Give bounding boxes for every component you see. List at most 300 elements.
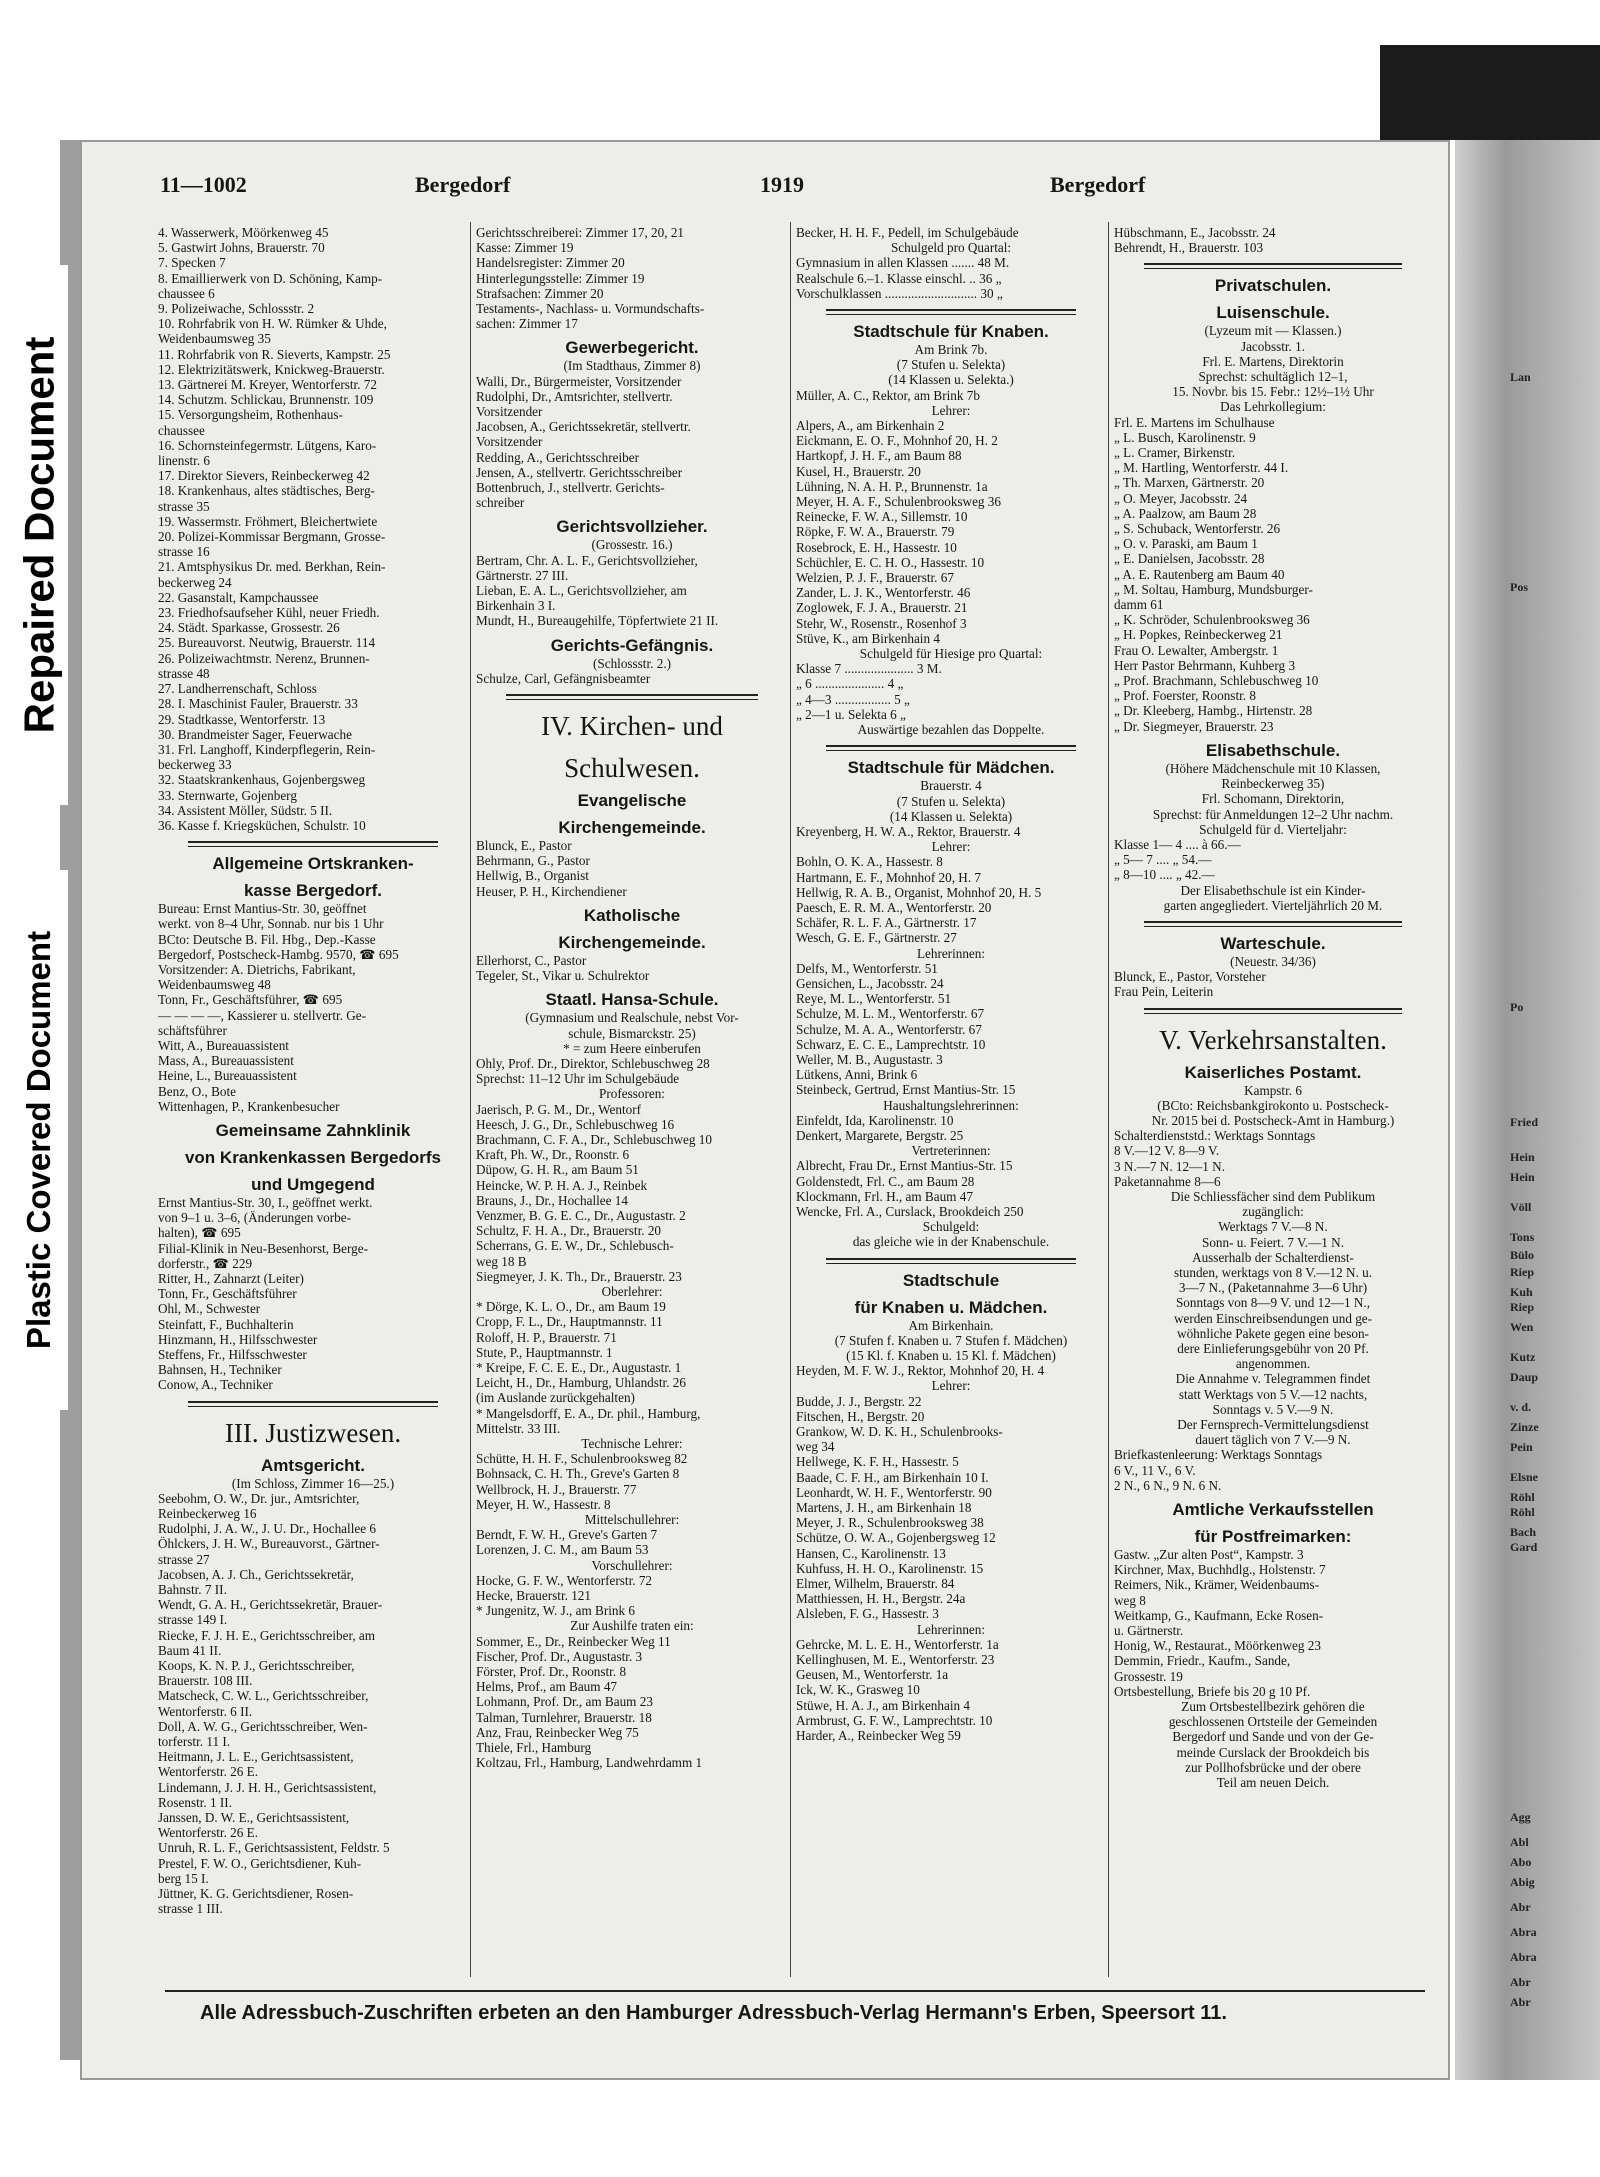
entry-line: Gerichtsschreiberei: Zimmer 17, 20, 21	[476, 225, 685, 240]
entry-line: * Dörge, K. L. O., Dr., am Baum 19	[476, 1299, 666, 1315]
section-heading: Stadtschule für Mädchen.	[847, 758, 1055, 778]
entry-line: Heitmann, J. L. E., Gerichtsassistent,	[158, 1749, 354, 1765]
centered-line: Teil am neuen Deich.	[1216, 1775, 1330, 1791]
entry-line: Lohmann, Prof. Dr., am Baum 23	[476, 1694, 653, 1710]
centered-line: Schulgeld pro Quartal:	[890, 240, 1012, 256]
centered-line: Vorschullehrer:	[591, 1557, 673, 1573]
edge-fragment: Kuh	[1510, 1285, 1533, 1299]
entry-line: Paesch, E. R. M. A., Wentorferstr. 20	[796, 899, 992, 915]
entry-line: Vorsitzender	[476, 434, 543, 450]
entry-line: torferstr. 11 I.	[158, 1734, 231, 1750]
edge-fragment: Tons	[1510, 1230, 1535, 1244]
centered-line: Zum Ortsbestellbezirk gehören die	[1181, 1699, 1365, 1715]
entry-line: Lütkens, Anni, Brink 6	[796, 1067, 918, 1083]
section-rule	[188, 841, 438, 847]
entry-line: Briefkastenleerung: Werktags Sonntags	[1114, 1447, 1323, 1463]
entry-line: Bottenbruch, J., stellvertr. Gerichts-	[476, 480, 665, 496]
entry-line: 21. Amtsphysikus Dr. med. Berkhan, Rein-	[158, 559, 386, 575]
entry-line: Jacobsen, A. J. Ch., Gerichtssekretär,	[158, 1566, 354, 1582]
entry-line: 36. Kasse f. Kriegsküchen, Schulstr. 10	[158, 817, 366, 833]
section-heading: Amtliche Verkaufsstellen	[1172, 1500, 1374, 1520]
entry-line: Bohln, O. K. A., Hassestr. 8	[796, 854, 943, 870]
entry-line: Mass, A., Bureauassistent	[158, 1053, 294, 1069]
entry-line: Kasse: Zimmer 19	[476, 240, 574, 256]
entry-line: Helms, Prof., am Baum 47	[476, 1679, 618, 1695]
next-page-edge	[1455, 140, 1600, 2080]
entry-line: Blunck, E., Pastor	[476, 838, 572, 854]
entry-line: Handelsregister: Zimmer 20	[476, 255, 625, 271]
edge-fragment: Zinze	[1510, 1420, 1539, 1434]
entry-line: beckerweg 24	[158, 574, 232, 590]
entry-line: Ohl, M., Schwester	[158, 1301, 261, 1317]
entry-line: Hellwig, R. A. B., Organist, Mohnhof 20, H. 5	[796, 884, 1042, 900]
centered-line: Lehrerinnen:	[916, 1621, 986, 1637]
section-heading: Kirchengemeinde.	[558, 932, 706, 952]
section-heading: Gewerbegericht.	[565, 338, 699, 358]
centered-line: Am Brink 7b.	[914, 342, 988, 358]
entry-line: „ 2—1 u. Selekta 6 „	[796, 706, 906, 722]
centered-line: schule, Bismarckstr. 25)	[568, 1025, 696, 1041]
entry-line: Geusen, M., Wentorferstr. 1a	[796, 1667, 949, 1683]
edge-fragment: Kutz	[1510, 1350, 1536, 1364]
centered-line: angenommen.	[1235, 1356, 1311, 1372]
centered-line: dauert täglich von 7 V.—9 N.	[1195, 1432, 1351, 1448]
entry-line: von 9–1 u. 3–6, (Änderungen vorbe-	[158, 1210, 352, 1226]
entry-line: berg 15 I.	[158, 1870, 209, 1886]
entry-line: Zoglowek, F. J. A., Brauerstr. 21	[796, 600, 968, 616]
entry-line: Doll, A. W. G., Gerichtsschreiber, Wen-	[158, 1718, 368, 1734]
entry-line: dorferstr., ☎ 229	[158, 1255, 253, 1271]
entry-line: * Mangelsdorff, E. A., Dr. phil., Hamburg,	[476, 1405, 701, 1421]
entry-line: 3 N.—7 N. 12—1 N.	[1114, 1158, 1225, 1174]
entry-line: weg 34	[796, 1439, 835, 1455]
entry-line: Hocke, G. F. W., Wentorferstr. 72	[476, 1572, 653, 1588]
centered-line: Mittelschullehrer:	[584, 1512, 680, 1527]
centered-line: wöhnliche Pakete gegen eine beson-	[1177, 1325, 1369, 1341]
entry-line: Wittenhagen, P., Krankenbesucher	[158, 1098, 340, 1114]
entry-line: 26. Polizeiwachtmstr. Nerenz, Brunnen-	[158, 650, 370, 666]
centered-line: (Im Schloss, Zimmer 16—25.)	[231, 1475, 395, 1491]
edge-fragment: Fried	[1510, 1115, 1538, 1129]
entry-line: chaussee 6	[158, 285, 215, 301]
centered-line: Sonn- u. Feiert. 7 V.—1 N.	[1201, 1234, 1344, 1250]
entry-line: Heine, L., Bureauassistent	[158, 1068, 297, 1084]
entry-line: Matscheck, C. W. L., Gerichtsschreiber,	[158, 1688, 369, 1704]
entry-line: Lorenzen, J. C. M., am Baum 53	[476, 1542, 649, 1558]
edge-fragment: Völl	[1510, 1200, 1532, 1214]
entry-line: Rudolphi, J. A. W., J. U. Dr., Hochallee 6	[158, 1521, 376, 1537]
entry-line: 28. I. Maschinist Fauler, Brauerstr. 33	[158, 696, 358, 712]
edge-fragment: Pein	[1510, 1440, 1533, 1454]
entry-line: 5. Gastwirt Johns, Brauerstr. 70	[158, 240, 325, 256]
entry-line: Conow, A., Techniker	[158, 1377, 273, 1393]
section-heading: Staatl. Hansa-Schule.	[545, 990, 719, 1010]
entry-line: 29. Stadtkasse, Wentorferstr. 13	[158, 711, 326, 727]
entry-line: Leicht, H., Dr., Hamburg, Uhlandstr. 26	[476, 1375, 686, 1391]
section-heading: Luisenschule.	[1216, 303, 1330, 323]
centered-line: dere Einlieferungsgebühr von 20 Pf.	[1177, 1340, 1369, 1356]
entry-line: „ O. v. Paraski, am Baum 1	[1114, 536, 1258, 552]
edge-fragment: Lan	[1510, 370, 1531, 384]
edge-fragment: Abra	[1510, 1950, 1537, 1964]
page-number: 11—1002	[160, 172, 247, 197]
entry-line: „ Prof. Foerster, Roonstr. 8	[1114, 688, 1256, 704]
edge-fragment: Hein	[1510, 1170, 1535, 1184]
entry-line: Budde, J. J., Bergstr. 22	[796, 1393, 922, 1409]
centered-line: garten angegliedert. Vierteljährlich 20 M.	[1163, 897, 1383, 913]
entry-line: Bohnsack, C. H. Th., Greve's Garten 8	[476, 1466, 680, 1482]
entry-line: „ E. Danielsen, Jacobsstr. 28	[1114, 551, 1265, 567]
entry-line: Janssen, D. W. E., Gerichtsassistent,	[158, 1810, 350, 1826]
entry-line: schäftsführer	[158, 1022, 227, 1038]
centered-line: Das Lehrkollegium:	[1220, 399, 1326, 415]
entry-line: (im Auslande zurückgehalten)	[476, 1390, 635, 1406]
entry-line: Frau O. Lewalter, Ambergstr. 1	[1114, 642, 1279, 658]
centered-line: statt Werktags von 5 V.—12 nachts,	[1178, 1386, 1368, 1402]
edge-fragment: Röhl	[1510, 1490, 1535, 1504]
entry-line: Eickmann, E. O. F., Mohnhof 20, H. 2	[796, 433, 998, 449]
edge-fragment: Abo	[1510, 1855, 1532, 1869]
centered-line: 15. Novbr. bis 15. Febr.: 12½–1½ Uhr	[1172, 384, 1374, 400]
entry-line: Siegmeyer, J. K. Th., Dr., Brauerstr. 23	[476, 1268, 682, 1284]
centered-line: Bergedorf und Sande und von der Ge-	[1172, 1729, 1374, 1745]
entry-line: Meyer, H. W., Hassestr. 8	[476, 1496, 611, 1512]
edge-fragment: Röhl	[1510, 1505, 1535, 1519]
edge-fragment: Abra	[1510, 1925, 1537, 1939]
entry-line: Martens, J. H., am Birkenhain 18	[796, 1500, 972, 1516]
edge-fragment: Abl	[1510, 1835, 1529, 1849]
entry-line: Stehr, W., Rosenstr., Rosenhof 3	[796, 615, 967, 631]
centered-line: Sonntags von 8—9 V. und 12—1 N.,	[1175, 1295, 1371, 1311]
entry-line: Wentorferstr. 6 II.	[158, 1703, 253, 1719]
centered-line: Lehrer:	[931, 839, 971, 855]
section-heading: Evangelische	[577, 791, 687, 811]
entry-line: Schalterdienststd.: Werktags Sonntags	[1114, 1128, 1316, 1144]
entry-line: Demmin, Friedr., Kaufm., Sande,	[1114, 1653, 1291, 1669]
centered-line: Kampstr. 6	[1244, 1082, 1302, 1098]
plastic-covered-label: Plastic Covered Document	[10, 870, 68, 1410]
entry-line: Vorschulklassen ............................ 30 „	[796, 285, 1003, 301]
entry-line: Kirchner, Max, Buchhdlg., Holstenstr. 7	[1114, 1562, 1326, 1578]
entry-line: „ Dr. Siegmeyer, Brauerstr. 23	[1114, 718, 1274, 734]
entry-line: Tegeler, St., Vikar u. Schulrektor	[476, 968, 650, 984]
entry-line: strasse 1 III.	[158, 1901, 223, 1917]
right-title: Bergedorf	[1050, 172, 1146, 197]
entry-line: Paketannahme 8—6	[1114, 1173, 1221, 1189]
entry-line: Mundt, H., Bureaugehilfe, Töpfertwiete 21 II.	[476, 613, 719, 629]
entry-line: Schütze, O. W. A., Gojenbergsweg 12	[796, 1530, 996, 1546]
entry-line: Koltzau, Frl., Hamburg, Landwehrdamm 1	[476, 1755, 703, 1771]
centered-line: (7 Stufen f. Knaben u. 7 Stufen f. Mädchen)	[834, 1332, 1068, 1348]
entry-line: Sprechst: 11–12 Uhr im Schulgebäude	[476, 1071, 680, 1087]
entry-line: weg 18 B	[476, 1253, 527, 1269]
centered-line: stunden, werktags von 8 V.—12 N. u.	[1173, 1264, 1373, 1280]
centered-line: (Schlossstr. 2.)	[592, 655, 672, 671]
section-heading: Privatschulen.	[1214, 276, 1332, 296]
entry-line: Schütte, H. H. F., Schulenbrooksweg 82	[476, 1451, 688, 1467]
entry-line: weg 8	[1114, 1592, 1146, 1608]
entry-line: 25. Bureauvorst. Neutwig, Brauerstr. 114	[158, 635, 376, 651]
section-heading: Stadtschule für Knaben.	[853, 322, 1049, 342]
entry-line: u. Gärtnerstr.	[1114, 1623, 1184, 1639]
entry-line: 8. Emaillierwerk von D. Schöning, Kamp-	[158, 270, 383, 286]
entry-line: Hinterlegungsstelle: Zimmer 19	[476, 270, 645, 286]
centered-line: (14 Klassen u. Selekta.)	[888, 372, 1014, 388]
edge-fragment: Abr	[1510, 1995, 1531, 2009]
section-heading: von Krankenkassen Bergedorfs	[184, 1147, 442, 1167]
entry-line: Hansen, C., Karolinenstr. 13	[796, 1545, 946, 1561]
entry-line: Baum 41 II.	[158, 1642, 222, 1658]
entry-line: sachen: Zimmer 17	[476, 316, 578, 332]
entry-line: strasse 27	[158, 1551, 210, 1567]
entry-line: Hartmann, E. F., Mohnhof 20, H. 7	[796, 869, 982, 885]
entry-line: Weidenbaumsweg 35	[158, 331, 271, 347]
edge-fragment: Abr	[1510, 1900, 1531, 1914]
centered-line: das gleiche wie in der Knabenschule.	[852, 1234, 1050, 1250]
entry-line: Scherrans, G. E. W., Dr., Schlebusch-	[476, 1238, 674, 1254]
entry-line: Kellinghusen, M. E., Wentorferstr. 23	[796, 1652, 995, 1668]
entry-line: Lindemann, J. J. H. H., Gerichtsassistent,	[158, 1779, 377, 1795]
centered-line: Haushaltungslehrerinnen:	[883, 1097, 1019, 1113]
centered-line: Frl. E. Martens, Direktorin	[1202, 353, 1344, 369]
entry-line: Rudolphi, Dr., Amtsrichter, stellvertr.	[476, 388, 673, 404]
entry-line: Bahnstr. 7 II.	[158, 1582, 227, 1598]
entry-line: Goldenstedt, Frl. C., am Baum 28	[796, 1173, 975, 1189]
entry-line: Herr Pastor Behrmann, Kuhberg 3	[1114, 657, 1296, 673]
entry-line: Ortsbestellung, Briefe bis 20 g 10 Pf.	[1114, 1683, 1311, 1699]
entry-line: 9. Polizeiwache, Schlossstr. 2	[158, 301, 315, 317]
entry-line: Weller, M. B., Augustastr. 3	[796, 1051, 943, 1067]
section-heading: Gerichtsvollzieher.	[556, 517, 708, 537]
entry-line: Steffens, Fr., Hilfsschwester	[158, 1347, 307, 1362]
entry-line: Schulze, Carl, Gefängnisbeamter	[476, 670, 651, 686]
entry-line: Ohly, Prof. Dr., Direktor, Schlebuschweg 28	[476, 1055, 710, 1071]
entry-line: Klockmann, Frl. H., am Baum 47	[796, 1188, 973, 1204]
entry-line: „ Dr. Kleeberg, Hambg., Hirtenstr. 28	[1114, 703, 1313, 719]
entry-line: Stute, P., Hauptmannstr. 1	[476, 1344, 613, 1360]
entry-line: 20. Polizei-Kommissar Bergmann, Grosse-	[158, 529, 386, 545]
entry-line: Wendt, G. A. H., Gerichtssekretär, Brauer-	[158, 1597, 383, 1613]
centered-line: Zur Aushilfe traten ein:	[570, 1618, 694, 1634]
entry-line: „ Prof. Brachmann, Schlebuschweg 10	[1114, 673, 1319, 689]
entry-line: 19. Wassermstr. Fröhmert, Bleichertwiete	[158, 513, 378, 529]
entry-line: Delfs, M., Wentorferstr. 51	[796, 960, 938, 976]
entry-line: Behrmann, G., Pastor	[476, 853, 590, 869]
entry-line: Vorsitzender	[476, 404, 543, 420]
entry-line: Wesch, G. E. F., Gärtnerstr. 27	[796, 930, 957, 946]
centered-line: Schulgeld:	[922, 1219, 980, 1235]
section-rule	[1144, 263, 1402, 269]
edge-fragment: Gard	[1510, 1540, 1538, 1554]
entry-line: Denkert, Margarete, Bergstr. 25	[796, 1127, 964, 1143]
entry-line: Sommer, E., Dr., Reinbecker Weg 11	[476, 1633, 671, 1649]
entry-line: Brauns, J., Dr., Hochallee 14	[476, 1192, 628, 1208]
entry-line: Harder, A., Reinbecker Weg 59	[796, 1728, 961, 1744]
entry-line: Honig, W., Restaurat., Möörkenweg 23	[1114, 1638, 1321, 1654]
entry-line: Vorsitzender: A. Dietrichs, Fabrikant,	[158, 961, 356, 977]
column-1	[158, 225, 468, 1985]
entry-line: „ Th. Marxen, Gärtnerstr. 20	[1114, 475, 1265, 491]
section-heading: Warteschule.	[1220, 933, 1326, 953]
edge-fragment: Agg	[1510, 1810, 1531, 1824]
entry-line: strasse 16	[158, 544, 210, 560]
entry-line: Jaerisch, P. G. M., Dr., Wentorf	[476, 1101, 641, 1117]
chapter-heading: V. Verkehrsanstalten.	[1159, 1024, 1387, 1055]
entry-line: werkt. von 8–4 Uhr, Sonnab. nur bis 1 Uhr	[158, 916, 384, 932]
entry-line: 12. Elektrizitätswerk, Knickweg-Brauerstr.	[158, 361, 385, 377]
entry-line: 18. Krankenhaus, altes städtisches, Berg-	[158, 483, 375, 499]
column-2	[476, 225, 788, 1985]
entry-line: Heyden, M. F. W. J., Rektor, Mohnhof 20, H. 4	[796, 1363, 1045, 1379]
entry-line: Kraft, Ph. W., Dr., Roonstr. 6	[476, 1147, 630, 1163]
entry-line: Weitkamp, G., Kaufmann, Ecke Rosen-	[1114, 1607, 1324, 1623]
entry-line: Reye, M. L., Wentorferstr. 51	[796, 991, 952, 1007]
centered-line: Werktags 7 V.—8 N.	[1218, 1219, 1328, 1235]
entry-line: 6 V., 11 V., 6 V.	[1114, 1462, 1196, 1478]
entry-line: Lühning, N. A. H. P., Brunnenstr. 1a	[796, 478, 988, 494]
entry-line: Gymnasium in allen Klassen ....... 48 M.	[796, 255, 1010, 271]
entry-line: Meyer, H. A. F., Schulenbrooksweg 36	[796, 494, 1001, 510]
centered-line: Frl. Schomann, Direktorin,	[1201, 791, 1345, 807]
entry-line: linenstr. 6	[158, 453, 211, 469]
entry-line: Meyer, J. R., Schulenbrooksweg 38	[796, 1515, 984, 1531]
entry-line: Förster, Prof. Dr., Roonstr. 8	[476, 1664, 627, 1680]
entry-line: Grossestr. 19	[1114, 1668, 1183, 1684]
edge-fragment: Hein	[1510, 1150, 1535, 1164]
centered-line: meinde Curslack der Brookdeich bis	[1176, 1744, 1370, 1760]
entry-line: Gehrcke, M. L. E. H., Wentorferstr. 1a	[796, 1636, 999, 1652]
section-heading: Amtsgericht.	[261, 1455, 365, 1475]
section-rule	[1144, 1008, 1402, 1014]
entry-line: — — — —, Kassierer u. stellvertr. Ge-	[158, 1007, 367, 1023]
entry-line: 32. Staatskrankenhaus, Gojenbergsweg	[158, 772, 366, 788]
edge-fragment: Wen	[1510, 1320, 1534, 1334]
edge-fragment: Riep	[1510, 1265, 1534, 1279]
entry-line: Heincke, W. P. H. A. J., Reinbek	[476, 1177, 648, 1193]
entry-line: Schüchler, E. C. H. O., Hassestr. 10	[796, 554, 985, 570]
entry-line: beckerweg 33	[158, 757, 232, 773]
edge-fragment: v. d.	[1510, 1400, 1532, 1414]
entry-line: Riecke, F. J. H. E., Gerichtsschreiber, am	[158, 1627, 376, 1643]
entry-line: strasse 35	[158, 498, 210, 514]
entry-line: * Jungenitz, W. J., am Brink 6	[476, 1603, 635, 1619]
entry-line: Heesch, J. G., Dr., Schlebuschweg 16	[476, 1116, 675, 1132]
entry-line: Jensen, A., stellvertr. Gerichtsschreiber	[476, 464, 683, 480]
entry-line: strasse 149 I.	[158, 1612, 228, 1628]
edge-fragment: Abig	[1510, 1875, 1535, 1889]
section-rule	[506, 694, 758, 700]
section-heading: Gerichts-Gefängnis.	[550, 635, 714, 655]
centered-line: geschlossenen Ortsteile der Gemeinden	[1168, 1714, 1378, 1730]
centered-line: Oberlehrer:	[601, 1283, 663, 1299]
column-divider	[470, 222, 471, 1977]
entry-line: Heuser, P. H., Kirchendiener	[476, 883, 627, 899]
left-title: Bergedorf	[415, 172, 511, 197]
entry-line: Öhlckers, J. H. W., Bureauvorst., Gärtner-	[158, 1536, 380, 1552]
entry-line: Bureau: Ernst Mantius-Str. 30, geöffnet	[158, 901, 367, 917]
centered-line: Jacobsstr. 1.	[1240, 338, 1306, 354]
entry-line: 15. Versorgungsheim, Rothenhaus-	[158, 407, 343, 423]
entry-line: 17. Direktor Sievers, Reinbeckerweg 42	[158, 468, 370, 484]
entry-line: Hinzmann, H., Hilfsschwester	[158, 1331, 318, 1347]
entry-line: Schwarz, E. C. E., Lamprechtstr. 10	[796, 1036, 986, 1052]
entry-line: Realschule 6.–1. Klasse einschl. .. 36 „	[796, 270, 1002, 286]
entry-line: Hartkopf, J. H. F., am Baum 88	[796, 448, 962, 464]
centered-line: zugänglich:	[1242, 1204, 1304, 1220]
entry-line: Ritter, H., Zahnarzt (Leiter)	[158, 1270, 304, 1286]
entry-line: 7. Specken 7	[158, 255, 226, 271]
entry-line: Schultz, F. H. A., Dr., Brauerstr. 20	[476, 1223, 662, 1239]
section-heading: für Knaben u. Mädchen.	[854, 1297, 1048, 1317]
centered-line: Reinbeckerweg 35)	[1221, 776, 1325, 792]
entry-line: Bahnsen, H., Techniker	[158, 1362, 282, 1378]
section-heading: Gemeinsame Zahnklinik	[215, 1120, 411, 1140]
entry-line: Ick, W. K., Grasweg 10	[796, 1682, 920, 1698]
entry-line: 10. Rohrfabrik von H. W. Rümker & Uhde,	[158, 316, 387, 332]
chapter-heading: III. Justizwesen.	[224, 1417, 402, 1448]
entry-line: Schulze, M. A. A., Wentorferstr. 67	[796, 1021, 982, 1037]
entry-line: „ A. E. Rautenberg am Baum 40	[1114, 566, 1285, 582]
entry-line: Berndt, F. W. H., Greve's Garten 7	[476, 1527, 658, 1543]
entry-line: damm 61	[1114, 597, 1164, 613]
centered-line: Brauerstr. 4	[920, 778, 982, 794]
centered-line: Sprechst: schultäglich 12–1,	[1198, 369, 1348, 385]
centered-line: (Lyzeum mit — Klassen.)	[1204, 323, 1342, 339]
entry-line: Unruh, R. L. F., Gerichtsassistent, Feldstr. 5	[158, 1840, 390, 1856]
entry-line: Reinbeckerweg 16	[158, 1506, 257, 1522]
section-rule	[188, 1401, 438, 1407]
entry-line: Rosebrock, E. H., Hassestr. 10	[796, 539, 957, 555]
entry-line: Elmer, Wilhelm, Brauerstr. 84	[796, 1576, 955, 1592]
section-rule	[826, 309, 1076, 315]
entry-line: 4. Wasserwerk, Möörkenweg 45	[158, 225, 329, 240]
centered-line: (15 Kl. f. Knaben u. 15 Kl. f. Mädchen)	[846, 1348, 1056, 1363]
entry-line: Anz, Frau, Reinbecker Weg 75	[476, 1724, 639, 1740]
entry-line: Jüttner, K. G. Gerichtsdiener, Rosen-	[158, 1886, 354, 1902]
entry-line: Testaments-, Nachlass- u. Vormundschafts-	[476, 301, 705, 317]
entry-line: Düpow, G. H. R., am Baum 51	[476, 1162, 639, 1178]
entry-line: Welzien, P. J. F., Brauerstr. 67	[796, 570, 954, 586]
section-heading: Katholische	[583, 905, 681, 925]
column-divider	[790, 222, 791, 1977]
entry-line: Koops, K. N. P. J., Gerichtsschreiber,	[158, 1658, 355, 1674]
entry-line: Alsleben, F. G., Hassestr. 3	[796, 1606, 939, 1622]
entry-line: Tonn, Fr., Geschäftsführer, ☎ 695	[158, 992, 343, 1008]
entry-line: Seebohm, O. W., Dr. jur., Amtsrichter,	[158, 1490, 360, 1506]
edge-fragment: Elsne	[1510, 1470, 1539, 1484]
entry-line: Albrecht, Frau Dr., Ernst Mantius-Str. 15	[796, 1158, 1013, 1174]
edge-fragment: Pos	[1510, 580, 1528, 594]
entry-line: Müller, A. C., Rektor, am Brink 7b	[796, 387, 980, 403]
entry-line: Wentorferstr. 26 E.	[158, 1764, 259, 1780]
entry-line: 22. Gasanstalt, Kampchaussee	[158, 589, 319, 605]
entry-line: Kreyenberg, H. W. A., Rektor, Brauerstr. 4	[796, 823, 1021, 839]
column-4	[1114, 225, 1432, 1985]
entry-line: Gastw. „Zur alten Post“, Kampstr. 3	[1114, 1547, 1304, 1563]
entry-line: 2 N., 6 N., 9 N. 6 N.	[1114, 1477, 1222, 1493]
entry-line: Steinfatt, F., Buchhalterin	[158, 1316, 294, 1332]
entry-line: Prestel, F. W. O., Gerichtsdiener, Kuh-	[158, 1855, 362, 1871]
entry-line: Roloff, H. P., Brauerstr. 71	[476, 1329, 617, 1345]
entry-line: 30. Brandmeister Sager, Feuerwache	[158, 726, 352, 742]
entry-line: Bertram, Chr. A. L. F., Gerichtsvollzieher,	[476, 552, 698, 568]
entry-line: „ 5— 7 .... „ 54.—	[1114, 852, 1212, 868]
section-heading: Kaiserliches Postamt.	[1184, 1062, 1362, 1082]
edge-fragment: Riep	[1510, 1300, 1534, 1314]
section-rule	[826, 1258, 1076, 1264]
column-divider	[1108, 222, 1109, 1977]
entry-line: Schäfer, R. L. F. A., Gärtnerstr. 17	[796, 915, 977, 931]
